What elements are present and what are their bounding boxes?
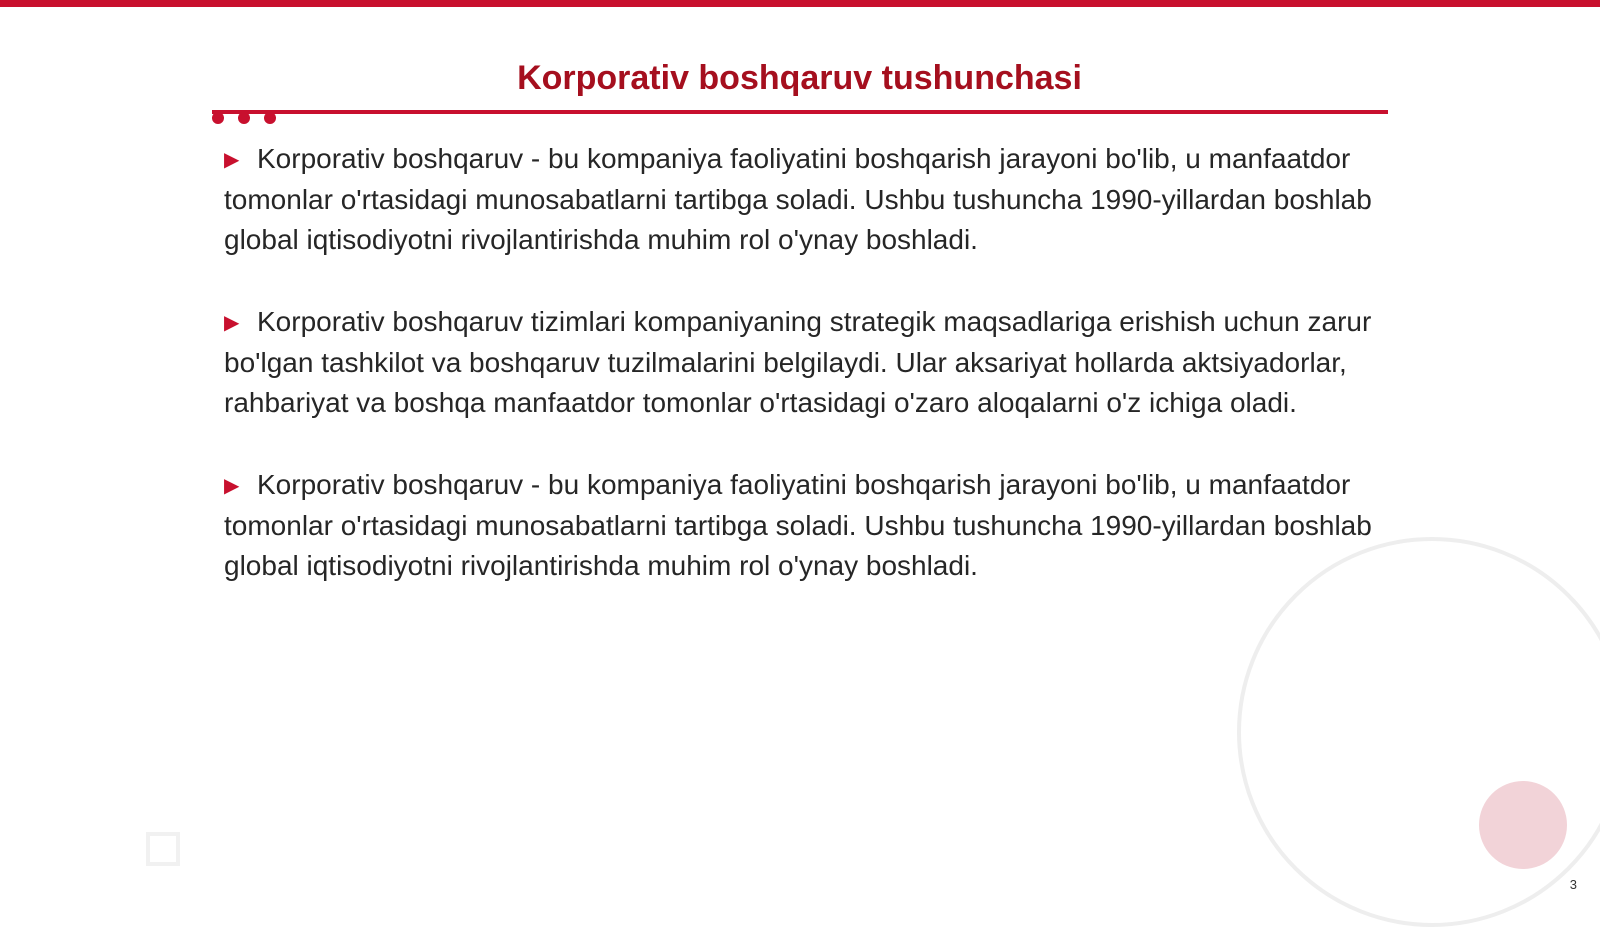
page-number: 3: [1569, 877, 1577, 892]
bullet-text: Korporativ boshqaruv tizimlari kompaniyaning strategik maqsadlariga erishish uchun zarur bo'lgan tashkilot va boshqaruv tuzilmalarini belgilaydi. Ular aksariyat hollarda aktsiyadorlar, rahbariyat va boshqa manfaatdor tomonlar o'rtasidagi o'zaro aloqalarni o'z ichiga oladi.: [224, 306, 1372, 418]
bullet-item: [224, 139, 1374, 260]
bullet-item: [224, 465, 1374, 586]
bullet-item: [224, 302, 1374, 423]
triangle-bullet-icon: ▶: [224, 475, 240, 497]
bullet-list: [224, 139, 1374, 628]
title-underline: [212, 110, 1388, 114]
triangle-bullet-icon: ▶: [224, 149, 240, 171]
underline-dot: [238, 112, 250, 124]
decorative-square: [146, 832, 180, 866]
bullet-text: Korporativ boshqaruv - bu kompaniya faoliyatini boshqarish jarayoni bo'lib, u manfaatdor tomonlar o'rtasidagi munosabatlarni tartibga soladi. Ushbu tushuncha 1990-yillardan boshlab global iqtisodiyotni rivojlantirishda muhim rol o'ynay boshladi.: [224, 469, 1372, 581]
underline-dot: [264, 112, 276, 124]
top-accent-bar: [0, 0, 1600, 7]
triangle-bullet-icon: ▶: [224, 312, 240, 334]
decorative-circle: [1479, 781, 1567, 869]
slide-title: Korporativ boshqaruv tushunchasi: [517, 59, 1082, 97]
bullet-text: Korporativ boshqaruv - bu kompaniya faoliyatini boshqarish jarayoni bo'lib, u manfaatdor tomonlar o'rtasidagi munosabatlarni tartibga soladi. Ushbu tushuncha 1990-yillardan boshlab global iqtisodiyotni rivojlantirishda muhim rol o'ynay boshladi.: [224, 143, 1372, 255]
underline-dot: [212, 112, 224, 124]
